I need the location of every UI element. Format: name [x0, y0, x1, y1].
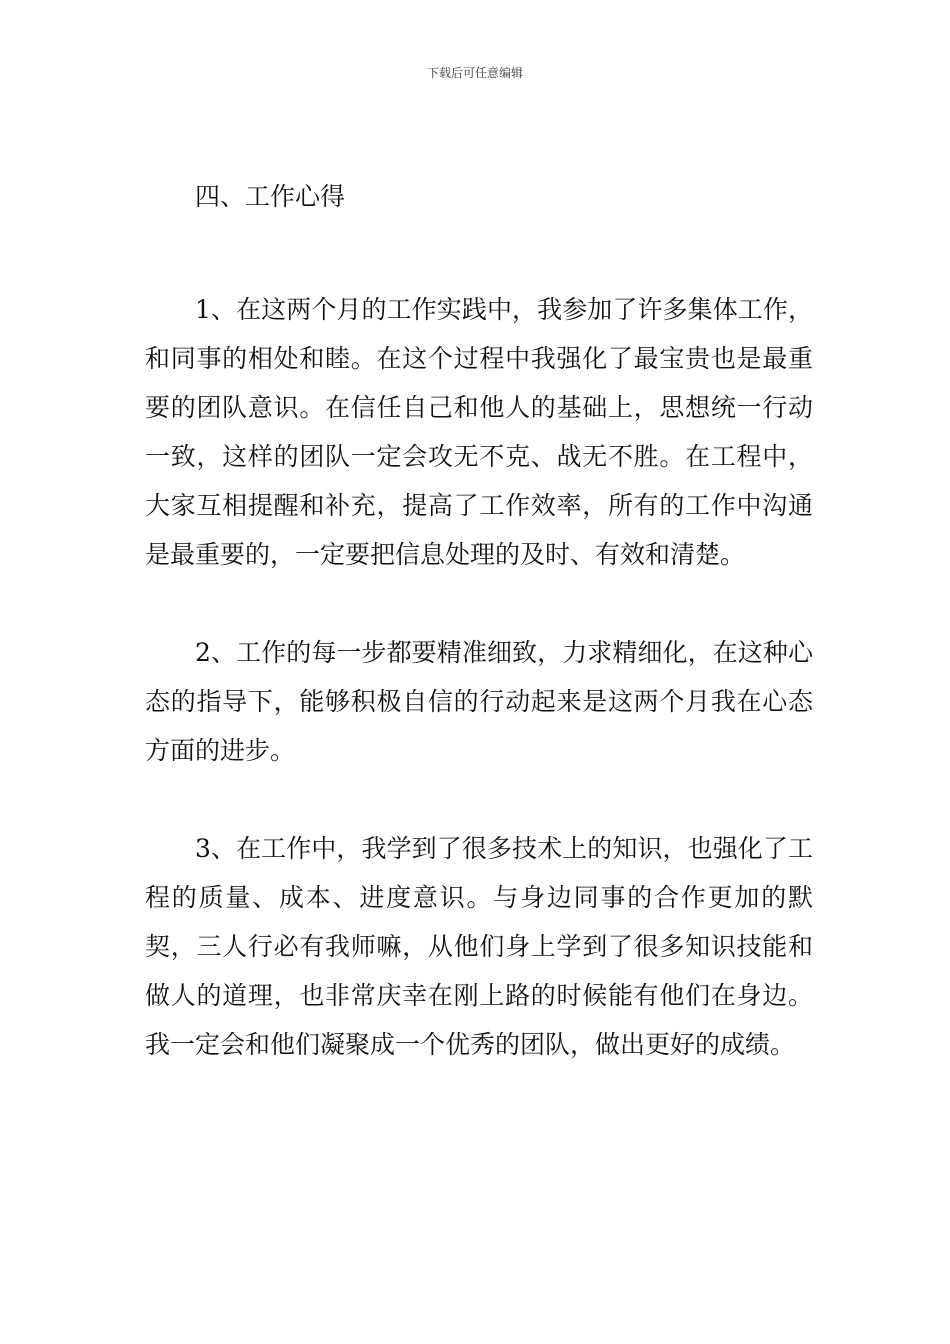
page-header-note: 下载后可任意编辑	[426, 66, 523, 80]
paragraph-3: 3、在工作中，我学到了很多技术上的知识，也强化了工程的质量、成本、进度意识。与身边同事的合作更加的默契，三人行必有我师嘛，从他们身上学到了很多知识技能和做人的道理，也非常庆幸在刚上路的时候能有他们在身边。我一定会和他们凝聚成一个优秀的团队，做出更好的成绩。	[145, 834, 813, 1059]
paragraph-2: 2、工作的每一步都要精准细致，力求精细化，在这种心态的指导下，能够积极自信的行动起来是这两个月我在心态方面的进步。	[145, 638, 813, 765]
document-body	[145, 172, 813, 1069]
section-title: 四、工作心得	[195, 182, 346, 211]
paragraph-1: 1、在这两个月的工作实践中，我参加了许多集体工作，和同事的相处和睦。在这个过程中我强化了最宝贵也是最重要的团队意识。在信任自己和他人的基础上，思想统一行动一致，这样的团队一定会攻无不克、战无不胜。在工程中，大家互相提醒和补充，提高了工作效率，所有的工作中沟通是最重要的，一定要把信息处理的及时、有效和清楚。	[145, 295, 813, 569]
